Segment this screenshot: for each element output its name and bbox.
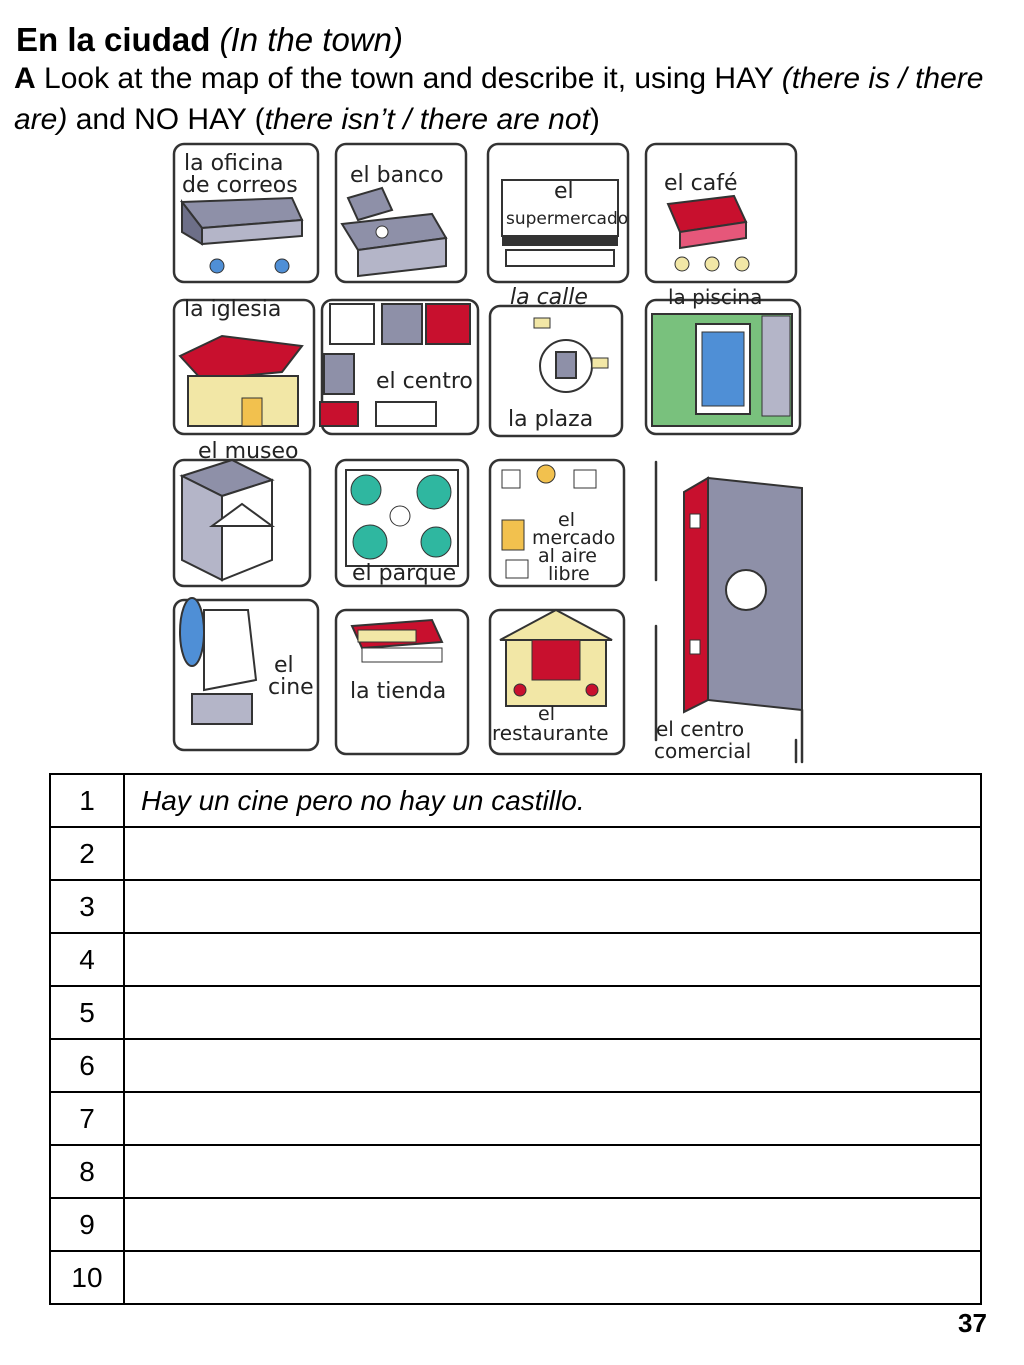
answer-field[interactable] — [124, 933, 981, 986]
label-supermarket-2: supermercado — [506, 209, 629, 229]
instruction-letter: A — [14, 62, 36, 95]
row-number: 5 — [50, 986, 124, 1039]
post-office-icon — [182, 198, 302, 273]
restaurant-icon — [500, 610, 612, 706]
label-market-1: el — [558, 509, 575, 531]
bank-icon — [342, 188, 446, 276]
label-restaurant-2: restaurante — [492, 721, 609, 745]
label-post-office-2: de correos — [182, 173, 298, 198]
answer-field[interactable] — [124, 1092, 981, 1145]
answer-field[interactable] — [124, 827, 981, 880]
answer-row — [50, 933, 981, 986]
shopping-mall-icon — [684, 478, 802, 712]
label-supermarket-1: el — [554, 179, 574, 204]
label-cinema-1: el — [274, 653, 294, 678]
label-church: la iglesia — [184, 297, 282, 322]
label-museum: el museo — [198, 439, 299, 464]
answer-row — [50, 1039, 981, 1092]
pool-icon — [652, 314, 792, 426]
label-center: el centro — [376, 369, 473, 394]
answer-row — [50, 1251, 981, 1304]
label-pool: la piscina — [668, 285, 763, 309]
label-restaurant-1: el — [538, 703, 555, 725]
row-number: 6 — [50, 1039, 124, 1092]
label-bank: el banco — [350, 163, 444, 188]
town-center-icon — [320, 304, 470, 426]
instructions — [14, 58, 1024, 140]
answer-row — [50, 1198, 981, 1251]
answer-field[interactable] — [124, 1198, 981, 1251]
instruction-text-4: there isn’t / there are not — [264, 103, 590, 136]
answer-row — [50, 774, 981, 827]
page-title — [16, 20, 403, 60]
label-market-2: mercado — [532, 527, 616, 549]
label-post-office-1: la oficina — [184, 151, 284, 176]
answer-field[interactable] — [124, 1039, 981, 1092]
park-icon — [346, 470, 458, 566]
shop-icon — [352, 620, 442, 662]
answer-field[interactable]: Hay un cine pero no hay un castillo. — [124, 774, 981, 827]
title-spanish: En la ciudad — [16, 21, 211, 58]
instruction-text-2: (there is / there are) — [14, 62, 984, 136]
row-number: 8 — [50, 1145, 124, 1198]
instruction-text-5: ) — [589, 103, 600, 136]
label-street: la calle — [510, 285, 588, 310]
label-market-4: libre — [548, 563, 590, 585]
answer-row — [50, 1145, 981, 1198]
row-number: 9 — [50, 1198, 124, 1251]
row-number: 4 — [50, 933, 124, 986]
town-map — [162, 140, 812, 766]
row-number: 3 — [50, 880, 124, 933]
label-park: el parque — [352, 561, 457, 586]
label-mall-2: comercial — [654, 739, 752, 763]
cafe-icon — [668, 196, 749, 271]
answer-table — [49, 773, 982, 1305]
answer-field[interactable] — [124, 1251, 981, 1304]
label-mall-1: el centro — [656, 717, 745, 741]
label-cafe: el café — [664, 171, 738, 196]
row-number: 7 — [50, 1092, 124, 1145]
label-cinema-2: cine — [268, 675, 314, 700]
instruction-text-3: and NO HAY ( — [75, 103, 265, 136]
plaza-icon — [534, 318, 608, 392]
row-number: 1 — [50, 774, 124, 827]
answer-row — [50, 880, 981, 933]
answer-field[interactable] — [124, 1145, 981, 1198]
answer-row — [50, 1092, 981, 1145]
answer-field[interactable] — [124, 880, 981, 933]
instruction-text-1: Look at the map of the town and describe it, using HAY — [44, 62, 774, 95]
label-plaza: la plaza — [508, 407, 594, 432]
row-number: 10 — [50, 1251, 124, 1304]
row-number: 2 — [50, 827, 124, 880]
cinema-icon — [180, 598, 256, 724]
title-english: (In the town) — [219, 21, 403, 58]
answer-row — [50, 827, 981, 880]
answer-field[interactable] — [124, 986, 981, 1039]
label-shop: la tienda — [350, 679, 447, 704]
town-map-illustration — [162, 140, 812, 766]
page-number: 37 — [958, 1308, 987, 1338]
museum-icon — [182, 460, 272, 580]
answer-row — [50, 986, 981, 1039]
church-icon — [180, 336, 302, 426]
label-market-3: al aire — [538, 545, 597, 567]
